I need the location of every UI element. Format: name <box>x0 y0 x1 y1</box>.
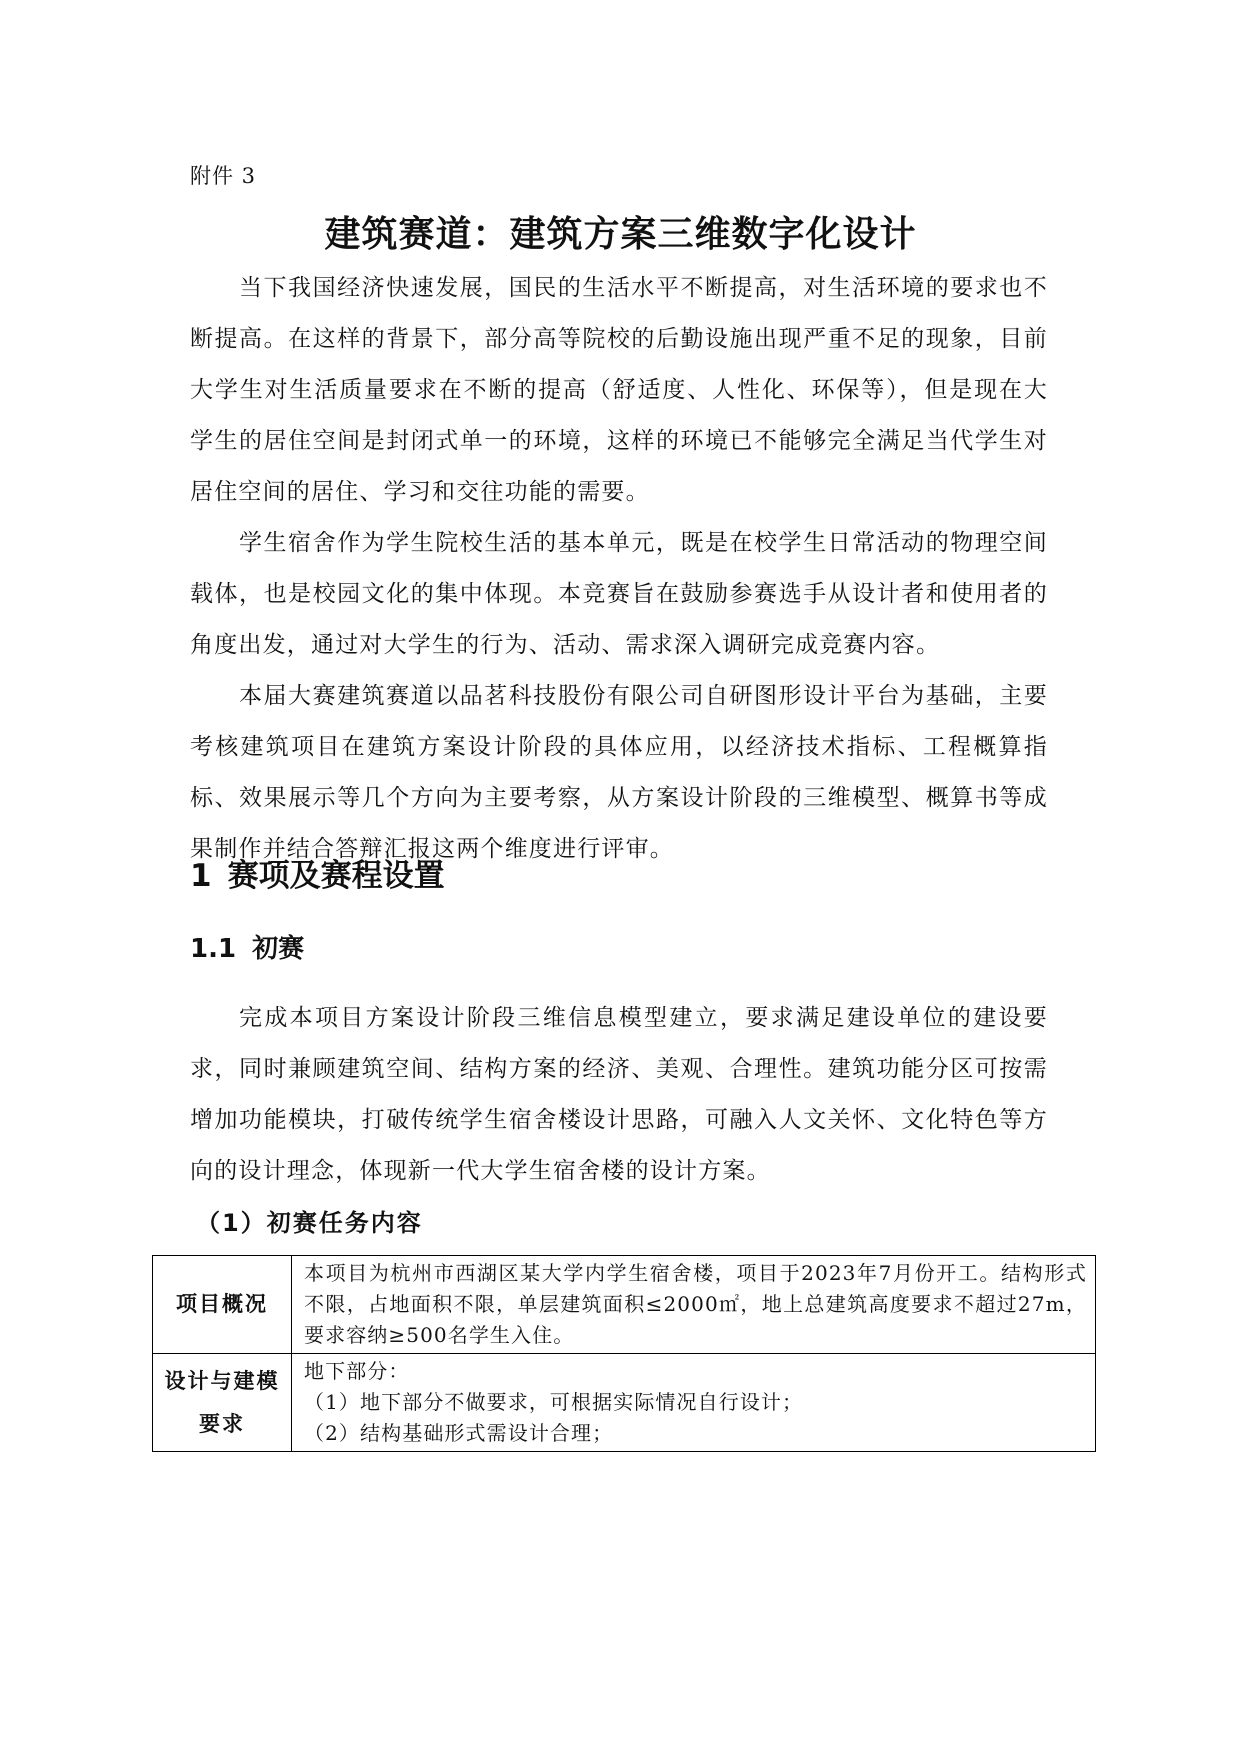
task-table <box>152 1255 1096 1452</box>
intro-paragraph: 学生宿舍作为学生院校生活的基本单元，既是在校学生日常活动的物理空间载体，也是校园文化的集中体现。本竞赛旨在鼓励参赛选手从设计者和使用者的角度出发，通过对大学生的行为、活动、需求深入调研完成竞赛内容。 <box>190 530 1048 658</box>
table-cell-text: 本项目为杭州市西湖区某大学内学生宿舍楼，项目于2023年7月份开工。结构形式不限，占地面积不限，单层建筑面积≤2000㎡，地上总建筑高度要求不超过27m，要求容纳≥500名学生入住。 <box>304 1261 1087 1347</box>
row-content-project-overview <box>292 1256 1096 1354</box>
subsection-heading <box>190 928 304 965</box>
preliminary-section <box>190 993 1048 1197</box>
table-row <box>153 1256 1096 1354</box>
subsection-number: 1.1 <box>190 934 237 964</box>
table-cell-text: （2）结构基础形式需设计合理； <box>304 1421 614 1445</box>
section-title: 赛项及赛程设置 <box>227 858 445 894</box>
table-cell-text: 地下部分： <box>304 1359 410 1383</box>
table-row <box>153 1354 1096 1452</box>
document-title: 建筑赛道：建筑方案三维数字化设计 <box>324 214 917 255</box>
row-label-project-overview: 项目概况 <box>153 1256 292 1354</box>
task-content-heading: （1）初赛任务内容 <box>196 1209 423 1237</box>
subsection-title: 初赛 <box>252 934 305 964</box>
section-heading <box>190 850 445 895</box>
preliminary-paragraph: 完成本项目方案设计阶段三维信息模型建立，要求满足建设单位的建设要求，同时兼顾建筑空间、结构方案的经济、美观、合理性。建筑功能分区可按需增加功能模块，打破传统学生宿舍楼设计思路，可融入人文关怀、文化特色等方向的设计理念，体现新一代大学生宿舍楼的设计方案。 <box>190 1005 1048 1184</box>
row-content-design-requirements <box>292 1354 1096 1452</box>
intro-paragraph: 当下我国经济快速发展，国民的生活水平不断提高，对生活环境的要求也不断提高。在这样的背景下，部分高等院校的后勤设施出现严重不足的现象，目前大学生对生活质量要求在不断的提高（舒适度、人性化、环保等），但是现在大学生的居住空间是封闭式单一的环境，这样的环境已不能够完全满足当代学生对居住空间的居住、学习和交往功能的需要。 <box>190 275 1048 505</box>
intro-section <box>190 263 1048 875</box>
section-number: 1 <box>190 858 212 894</box>
table-cell-text: （1）地下部分不做要求，可根据实际情况自行设计； <box>304 1390 804 1414</box>
intro-paragraph: 本届大赛建筑赛道以品茗科技股份有限公司自研图形设计平台为基础，主要考核建筑项目在建筑方案设计阶段的具体应用，以经济技术指标、工程概算指标、效果展示等几个方向为主要考察，从方案设计阶段的三维模型、概算书等成果制作并结合答辩汇报这两个维度进行评审。 <box>190 683 1048 862</box>
attachment-label: 附件 3 <box>190 164 257 188</box>
row-label-design-requirements: 设计与建模要求 <box>153 1354 292 1452</box>
